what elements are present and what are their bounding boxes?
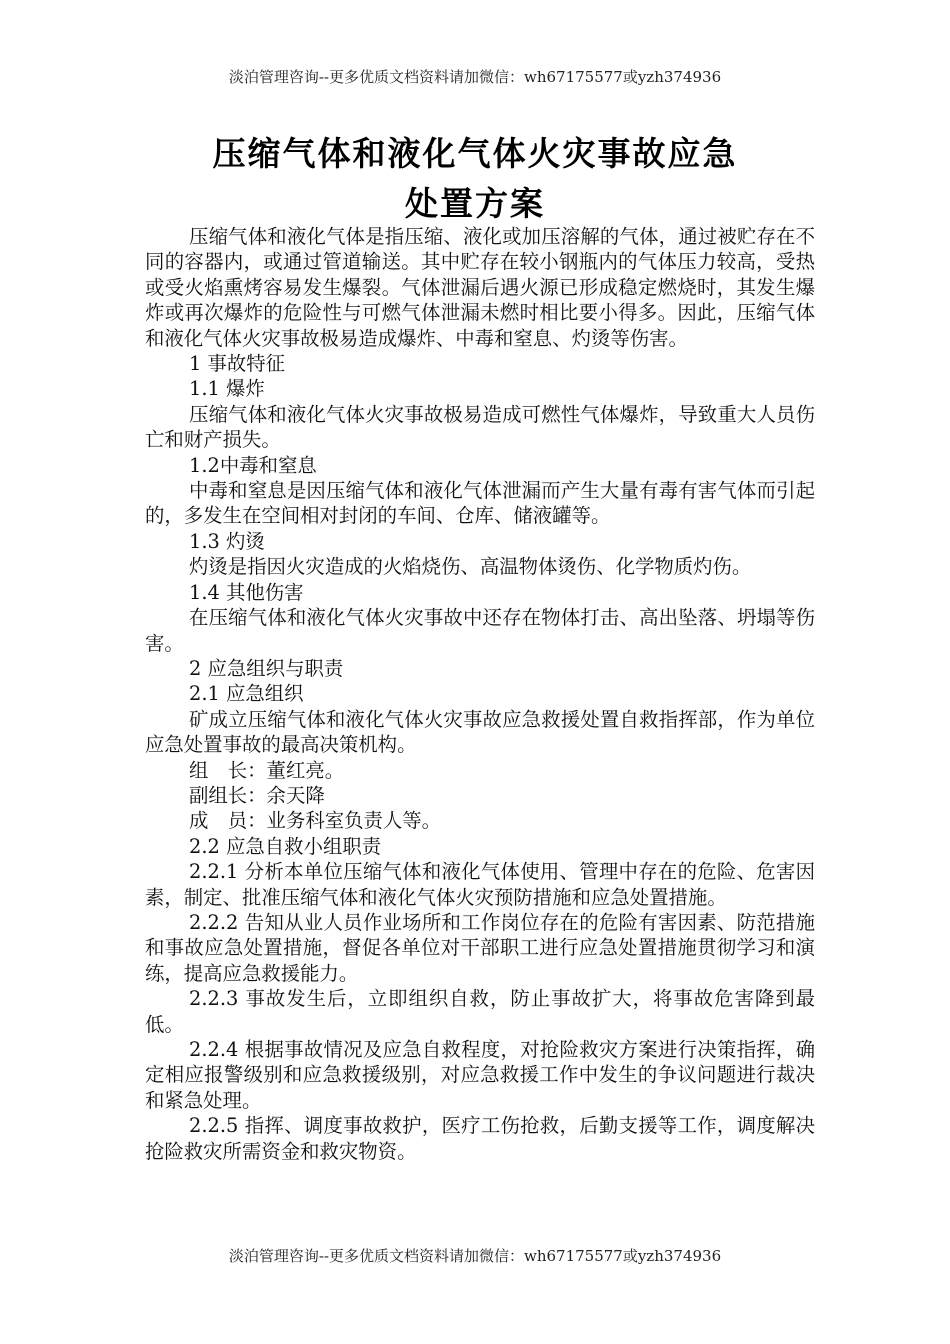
subsection-heading: 1.3 灼烫 <box>189 529 265 553</box>
body-paragraph: 2.2.2 告知从业人员作业场所和工作岗位存在的危险有害因素、防范措施和事故应急处置措施，督促各单位对干部职工进行应急处置措施贯彻学习和演练，提高应急救援能力。 <box>145 910 815 985</box>
section-heading: 1 事故特征 <box>189 352 286 376</box>
member-line: 成 员：业务科室负责人等。 <box>189 809 442 833</box>
intro-paragraph: 压缩气体和液化气体是指压缩、液化或加压溶解的气体，通过被贮存在不同的容器内，或通过管道输送。其中贮存在较小钢瓶内的气体压力较高，受热或受火焰熏烤容易发生爆裂。气体泄漏后遇火源已形成稳定燃烧时，其发生爆炸或再次爆炸的危险性与可燃气体泄漏未燃时相比要小得多。因此，压缩气体和液化气体火灾事故极易造成爆炸、中毒和窒息、灼烫等伤害。 <box>145 225 815 350</box>
document-title-line-1: 压缩气体和液化气体火灾事故应急 <box>212 134 738 173</box>
member-line: 组 长：董红亮。 <box>189 758 345 782</box>
body-paragraph: 矿成立压缩气体和液化气体火灾事故应急救援处置自救指挥部，作为单位应急处置事故的最高决策机构。 <box>145 707 815 757</box>
body-paragraph: 2.2.3 事故发生后，立即组织自救，防止事故扩大，将事故危害降到最低。 <box>145 987 815 1036</box>
subsection-heading: 2.2 应急自救小组职责 <box>189 834 382 858</box>
body-paragraph: 2.2.5 指挥、调度事故救护，医疗工伤抢救，后勤支援等工作，调度解决抢险救灾所需资金和救灾物资。 <box>145 1114 815 1163</box>
body-paragraph: 中毒和窒息是因压缩气体和液化气体泄漏而产生大量有毒有害气体而引起的，多发生在空间相对封闭的车间、仓库、储液罐等。 <box>145 479 815 528</box>
document-title-line-2: 处置方案 <box>405 184 545 223</box>
body-paragraph: 在压缩气体和液化气体火灾事故中还存在物体打击、高出坠落、坍塌等伤害。 <box>145 606 815 655</box>
subsection-heading: 2.1 应急组织 <box>189 682 304 706</box>
subsection-heading: 1.4 其他伤害 <box>189 580 304 604</box>
body-paragraph: 2.2.4 根据事故情况及应急自救程度，对抢险救灾方案进行决策指挥，确定相应报警级别和应急救援级别，对应急救援工作中发生的争议问题进行裁决和紧急处理。 <box>145 1038 815 1112</box>
document-body <box>145 224 815 1164</box>
member-line: 副组长：余天降 <box>189 783 325 807</box>
subsection-heading: 1.2中毒和窒息 <box>189 453 317 477</box>
body-paragraph: 灼烫是指因火灾造成的火焰烧伤、高温物体烫伤、化学物质灼伤。 <box>189 555 752 579</box>
page-header: 淡泊管理咨询--更多优质文档资料请加微信：wh67175577或yzh374936 <box>228 68 722 86</box>
section-heading: 2 应急组织与职责 <box>189 656 344 680</box>
body-paragraph: 2.2.1 分析本单位压缩气体和液化气体使用、管理中存在的危险、危害因素，制定、批准压缩气体和液化气体火灾预防措施和应急处置措施。 <box>145 860 815 909</box>
page-footer: 淡泊管理咨询--更多优质文档资料请加微信：wh67175577或yzh374936 <box>228 1247 722 1265</box>
subsection-heading: 1.1 爆炸 <box>189 377 265 401</box>
body-paragraph: 压缩气体和液化气体火灾事故极易造成可燃性气体爆炸，导致重大人员伤亡和财产损失。 <box>145 402 815 452</box>
